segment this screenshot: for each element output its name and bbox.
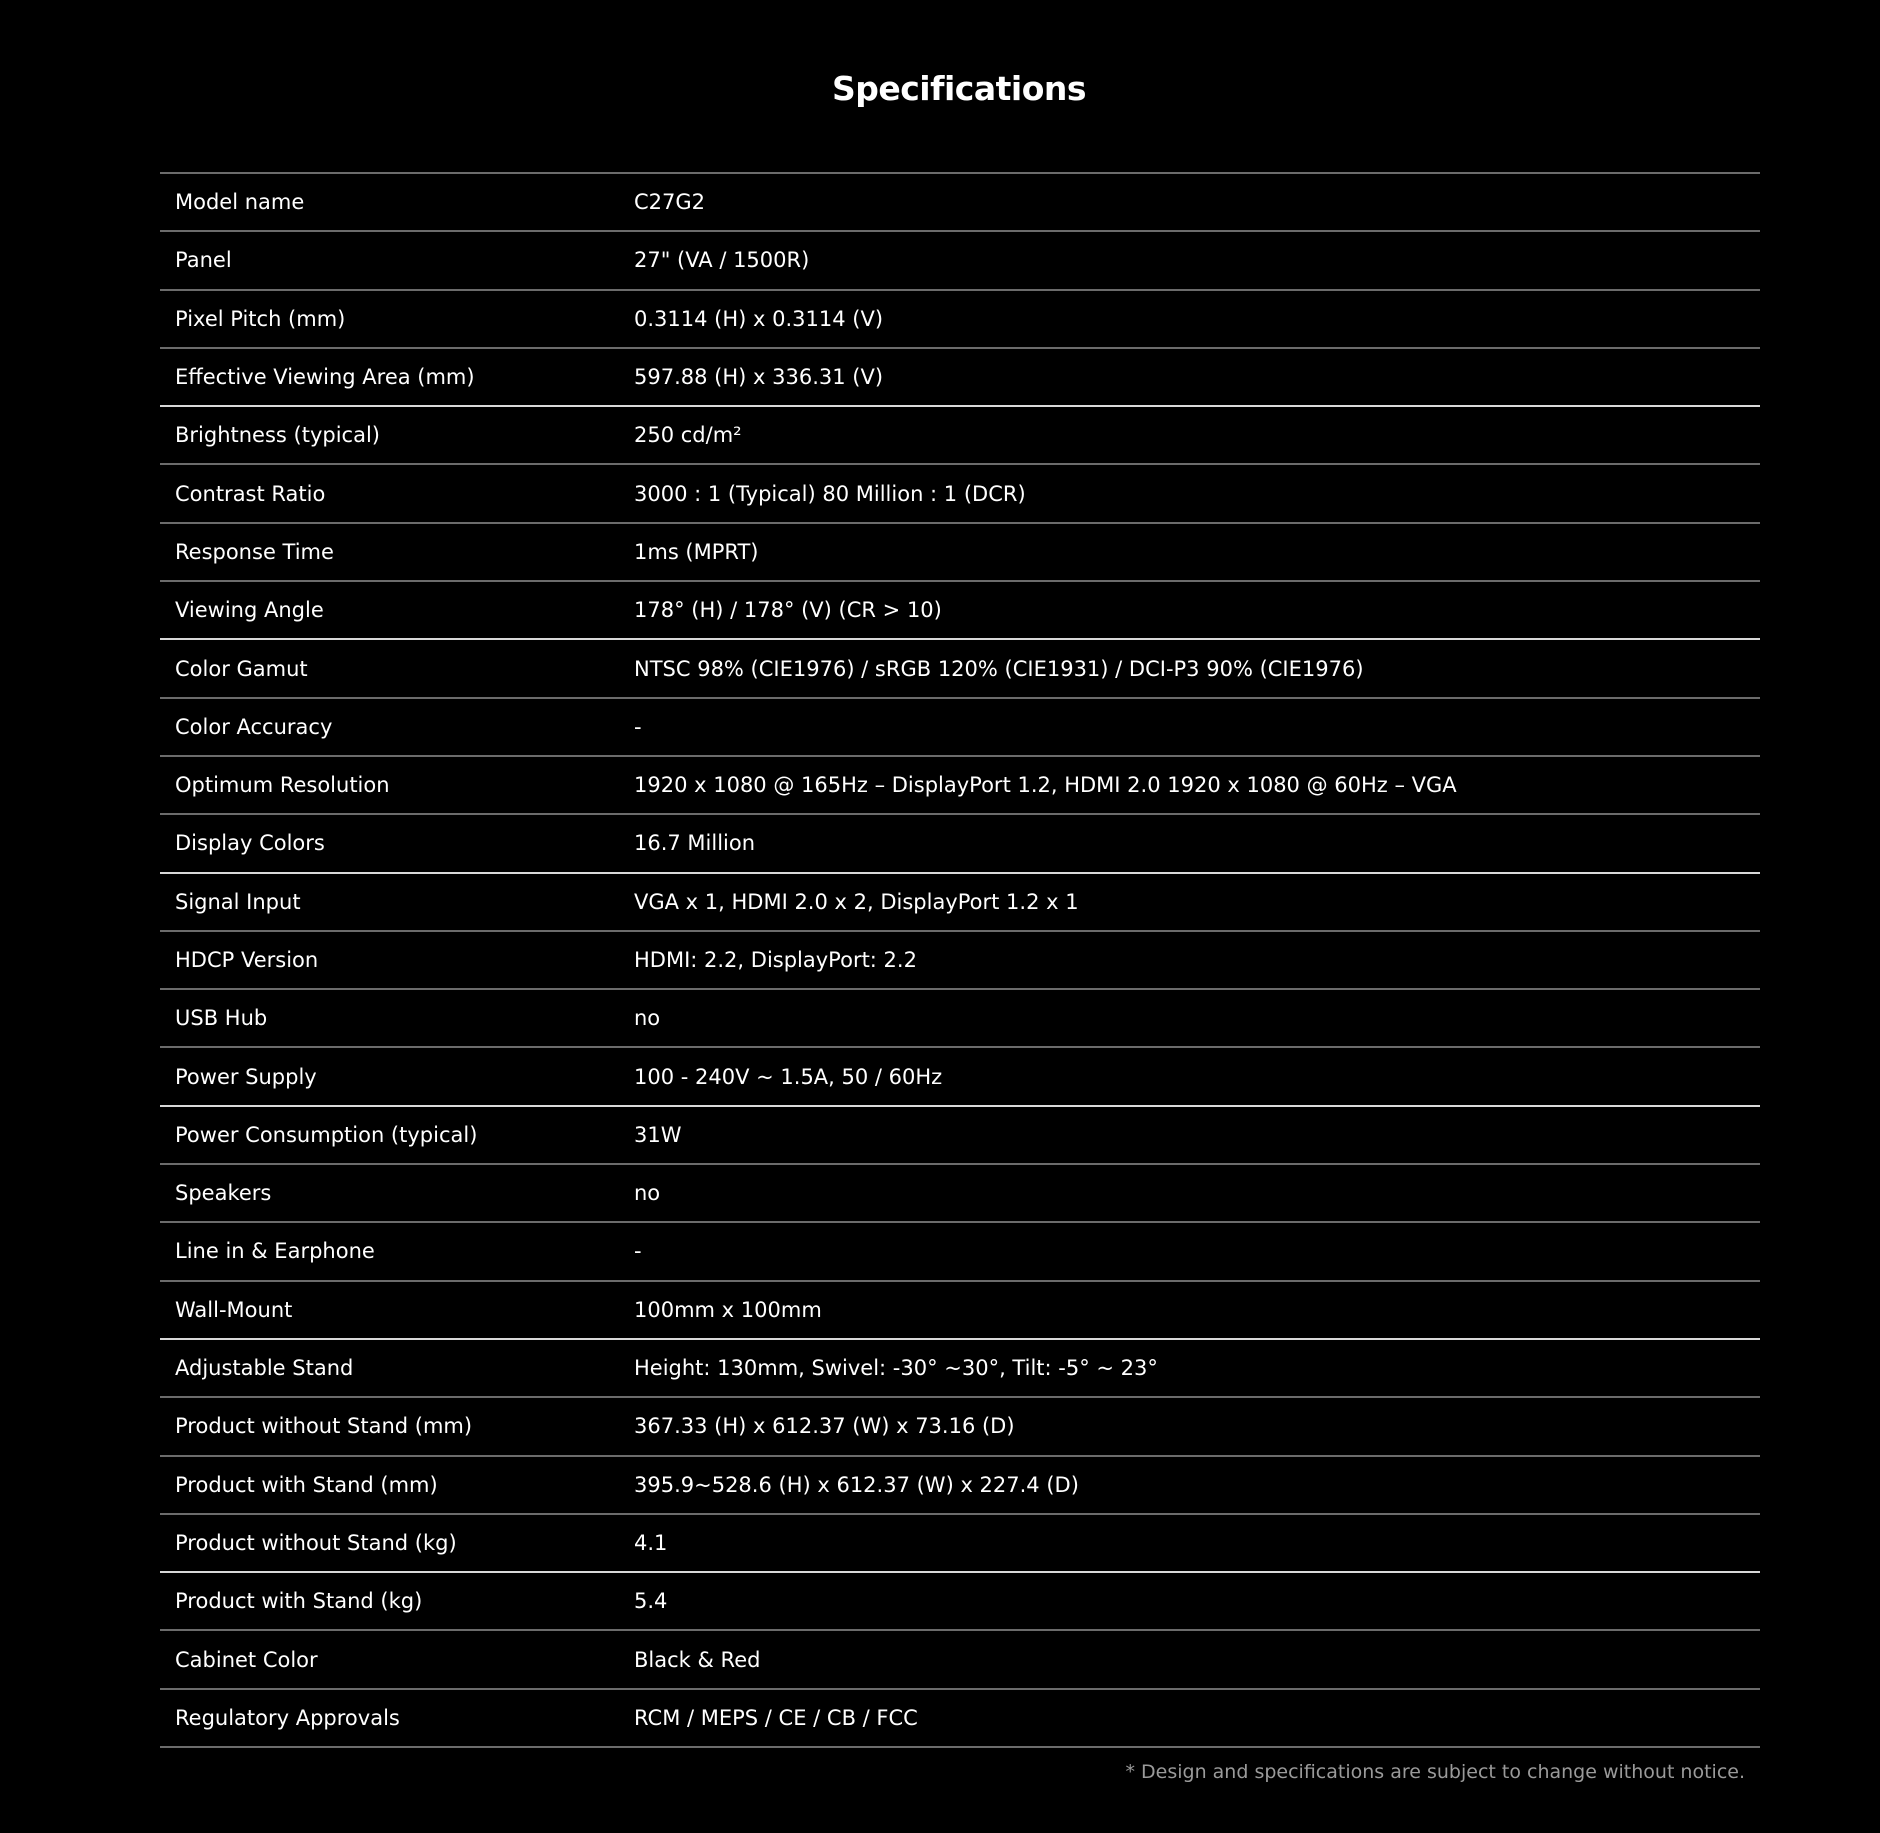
table-row bbox=[160, 1457, 1760, 1515]
spec-label: Color Gamut bbox=[175, 656, 308, 681]
spec-label: Response Time bbox=[175, 539, 334, 564]
spec-value: 0.3114 (H) x 0.3114 (V) bbox=[634, 306, 884, 331]
spec-label: Optimum Resolution bbox=[175, 773, 390, 798]
spec-label: Product without Stand (kg) bbox=[175, 1530, 457, 1555]
spec-label: Adjustable Stand bbox=[175, 1356, 354, 1381]
spec-value: 395.9~528.6 (H) x 612.37 (W) x 227.4 (D) bbox=[634, 1472, 1079, 1497]
table-row bbox=[160, 407, 1760, 465]
spec-label: HDCP Version bbox=[175, 948, 319, 972]
table-row bbox=[160, 815, 1760, 873]
spec-label: Signal Input bbox=[175, 889, 301, 914]
table-row bbox=[160, 291, 1760, 349]
table-row bbox=[160, 990, 1760, 1048]
table-row bbox=[160, 1398, 1760, 1456]
spec-label: Product without Stand (mm) bbox=[175, 1414, 473, 1439]
spec-value: 4.1 bbox=[634, 1530, 668, 1555]
table-row bbox=[160, 1340, 1760, 1398]
spec-value: 597.88 (H) x 336.31 (V) bbox=[634, 365, 884, 390]
spec-value: 178° (H) / 178° (V) (CR > 10) bbox=[634, 598, 942, 623]
table-row bbox=[160, 874, 1760, 932]
spec-label: Model name bbox=[175, 190, 305, 215]
page-title: Specifications bbox=[831, 69, 1087, 108]
table-row bbox=[160, 174, 1760, 232]
spec-label: Product with Stand (mm) bbox=[175, 1472, 438, 1497]
spec-label: Product with Stand (kg) bbox=[175, 1589, 423, 1614]
spec-value: 100 - 240V ~ 1.5A, 50 / 60Hz bbox=[634, 1064, 943, 1089]
table-row bbox=[160, 1690, 1760, 1748]
disclaimer-note: * Design and specifications are subject to change without notice. bbox=[1125, 1761, 1745, 1783]
spec-value: VGA x 1, HDMI 2.0 x 2, DisplayPort 1.2 x 1 bbox=[634, 889, 1079, 914]
spec-label: Panel bbox=[175, 248, 232, 273]
table-row bbox=[160, 1631, 1760, 1689]
table-row bbox=[160, 1573, 1760, 1631]
spec-value: no bbox=[634, 1006, 661, 1031]
table-row bbox=[160, 349, 1760, 407]
table-row bbox=[160, 757, 1760, 815]
table-row bbox=[160, 465, 1760, 523]
table-row bbox=[160, 1515, 1760, 1573]
spec-label: Regulatory Approvals bbox=[175, 1705, 400, 1730]
spec-value: - bbox=[634, 714, 642, 739]
spec-label: Brightness (typical) bbox=[175, 423, 380, 448]
spec-value: 27" (VA / 1500R) bbox=[634, 248, 810, 273]
spec-label: Effective Viewing Area (mm) bbox=[175, 365, 475, 390]
specs-table bbox=[160, 172, 1760, 1748]
spec-value: 250 cd/m² bbox=[634, 423, 742, 448]
spec-value: 367.33 (H) x 612.37 (W) x 73.16 (D) bbox=[634, 1414, 1015, 1439]
table-row bbox=[160, 932, 1760, 990]
spec-value: HDMI: 2.2, DisplayPort: 2.2 bbox=[634, 948, 917, 972]
spec-label: Wall-Mount bbox=[175, 1297, 293, 1322]
spec-label: Power Consumption (typical) bbox=[175, 1122, 478, 1147]
spec-label: Display Colors bbox=[175, 831, 325, 856]
spec-label: Pixel Pitch (mm) bbox=[175, 306, 346, 331]
spec-value: C27G2 bbox=[634, 190, 706, 215]
spec-label: Contrast Ratio bbox=[175, 481, 326, 506]
spec-label: Cabinet Color bbox=[175, 1647, 318, 1672]
spec-label: Color Accuracy bbox=[175, 714, 333, 739]
spec-value: 5.4 bbox=[634, 1589, 668, 1614]
table-row bbox=[160, 1223, 1760, 1281]
spec-value: Height: 130mm, Swivel: -30° ~30°, Tilt: -5° ~ 23° bbox=[634, 1356, 1158, 1381]
spec-value: Black & Red bbox=[634, 1647, 761, 1672]
spec-label: Line in & Earphone bbox=[175, 1239, 375, 1264]
spec-value: RCM / MEPS / CE / CB / FCC bbox=[634, 1705, 918, 1730]
table-row bbox=[160, 232, 1760, 290]
table-row bbox=[160, 1282, 1760, 1340]
spec-value: - bbox=[634, 1239, 642, 1264]
spec-value: 16.7 Million bbox=[634, 831, 756, 856]
table-row bbox=[160, 699, 1760, 757]
table-row bbox=[160, 582, 1760, 640]
spec-label: Viewing Angle bbox=[175, 598, 324, 623]
table-row bbox=[160, 1165, 1760, 1223]
spec-value: 31W bbox=[634, 1122, 682, 1147]
spec-value: no bbox=[634, 1181, 661, 1206]
spec-value: 3000 : 1 (Typical) 80 Million : 1 (DCR) bbox=[634, 481, 1026, 506]
spec-value: NTSC 98% (CIE1976) / sRGB 120% (CIE1931) / DCI-P3 90% (CIE1976) bbox=[634, 656, 1364, 681]
spec-label: USB Hub bbox=[175, 1006, 268, 1031]
spec-value: 1920 x 1080 @ 165Hz – DisplayPort 1.2, HDMI 2.0 1920 x 1080 @ 60Hz – VGA bbox=[634, 773, 1457, 798]
table-row bbox=[160, 1048, 1760, 1106]
spec-label: Power Supply bbox=[175, 1064, 317, 1089]
table-row bbox=[160, 1107, 1760, 1165]
table-row bbox=[160, 640, 1760, 698]
spec-label: Speakers bbox=[175, 1181, 272, 1206]
spec-value: 100mm x 100mm bbox=[634, 1297, 822, 1322]
table-row bbox=[160, 524, 1760, 582]
spec-value: 1ms (MPRT) bbox=[634, 539, 759, 564]
